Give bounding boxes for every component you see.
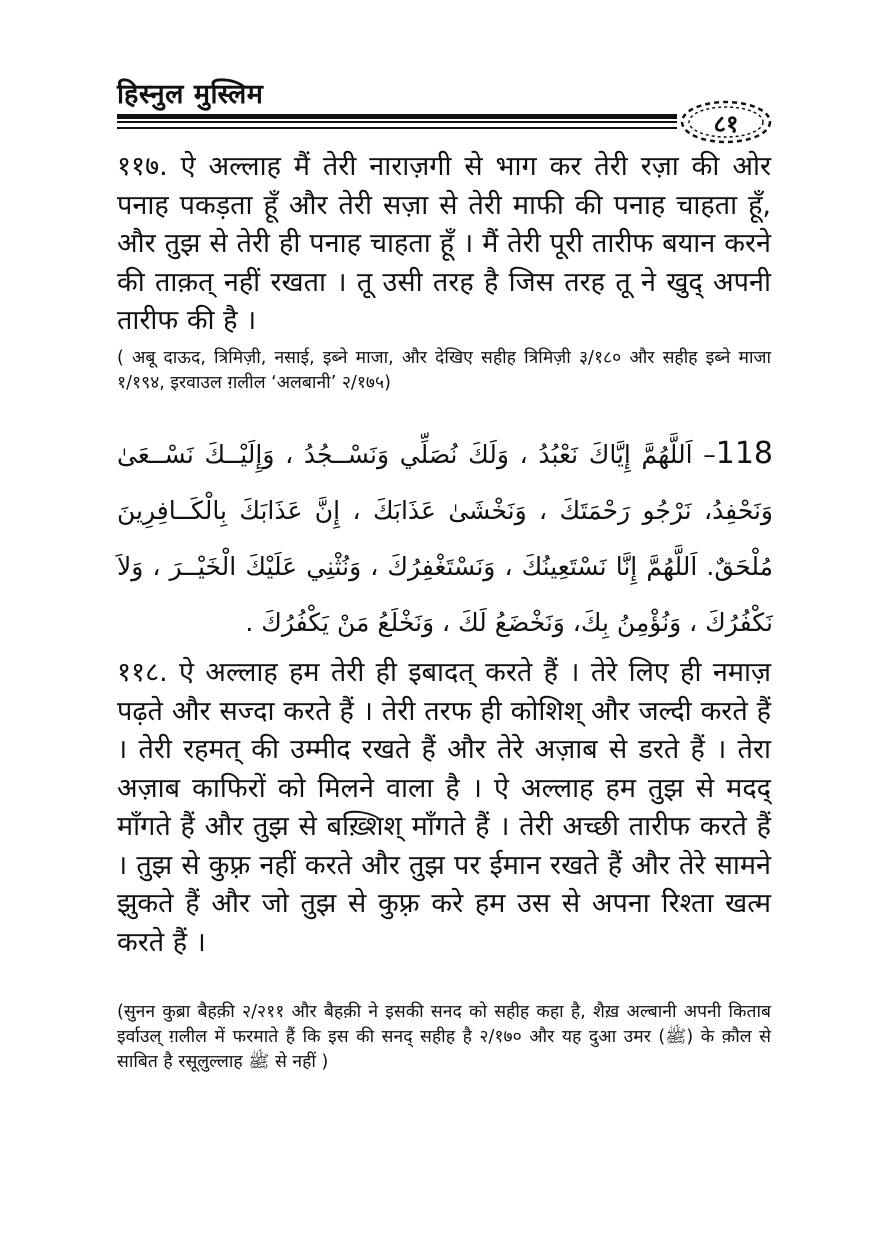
page-header [117,70,777,138]
book-title: हिस्नुल मुस्लिम [117,79,264,110]
dua-118-reference: (सुनन कुब्रा बैहक़ी २/२११ और बैहक़ी ने इसकी सनद को सहीह कहा है, शैख़ अल्बानी अपनी किताब इर्वाउल् ग़लील में फरमाते हैं कि इस की सनद् सहीह है २/१७० और यह दुआ उमर (ﷺ) के क़ौल से साबित है रसूलुल्लाह ﷺ से नहीं ) [117,1002,772,1072]
dua-118-arabic-block [117,426,773,651]
dua-117-reference: ( अबू दाऊद, त्रिमिज़ी, नसाई, इब्ने माजा, और देखिए सहीह त्रिमिज़ी ३/१८० और सहीह इब्ने माजा १/१९४, इरवाउल ग़लील ‘अलबानी’ २/१७५) [117,348,771,393]
dua-118-translation: ११८. ऐ अल्लाह हम तेरी ही इबादत् करते हैं । तेरे लिए ही नमाज़ पढ़ते और सज्दा करते हैं । तेरी तरफ ही कोशिश् और जल्दी करते हैं । तेरी रहमत् की उम्मीद रखते हैं और तेरे अज़ाब से डरते हैं । तेरा अज़ाब काफिरों को मिलने वाला है । ऐ अल्लाह हम तुझ से मदद् माँगते हैं और तुझ से बख़्शिश् माँगते हैं । तेरी अच्छी तारीफ करते हैं । तुझ से कुफ़्र नहीं करते और तुझ पर ईमान रखते हैं और तेरे सामने झुकते हैं और जो तुझ से कुफ़्र करे हम उस से अपना रिश्ता खत्म करते हैं । [117,657,771,958]
header-double-rule [117,114,677,123]
dua-118-arabic-text: – اَللَّهُمَّ إِيَّاكَ نَعْبُدُ ، وَلَكَ نُصَلِّي وَنَسْــجُدُ ، وَإِلَيْــكَ نَسْــعَىٰ وَنَحْفِدُ، نَرْجُو رَحْمَتَكَ ، وَنَخْشَىٰ عَذَابَكَ ، إِنَّ عَذَابَكَ بِالْكَــافِرِينَ مُلْحَقٌ. اَللَّهُمَّ إِنَّا نَسْتَعِينُكَ ، وَنَسْتَغْفِرُكَ ، وَنُثْنِي عَلَيْكَ الْخَيْــرَ ، وَلاَ نَكْفُرُكَ ، وَنُؤْمِنُ بِكَ، وَنَخْضَعُ لَكَ ، وَنَخْلَعُ مَنْ يَكْفُرُكَ . [117,440,773,637]
dua-118-number: 118 [715,436,773,471]
dua-117-translation: ११७. ऐ अल्लाह मैं तेरी नाराज़गी से भाग कर तेरी रज़ा की ओर पनाह पकड़ता हूँ और तेरी सज़ा से तेरी माफी की पनाह चाहता हूँ, और तुझ से तेरी ही पनाह चाहता हूँ । मैं तेरी पूरी तारीफ बयान करने की ताक़त् नहीं रखता । तू उसी तरह है जिस तरह तू ने खुद् अपनी तारीफ की है । [117,151,771,336]
header-underline [117,127,677,129]
page-number: ८१ [713,110,739,138]
page-number-badge [677,98,775,146]
